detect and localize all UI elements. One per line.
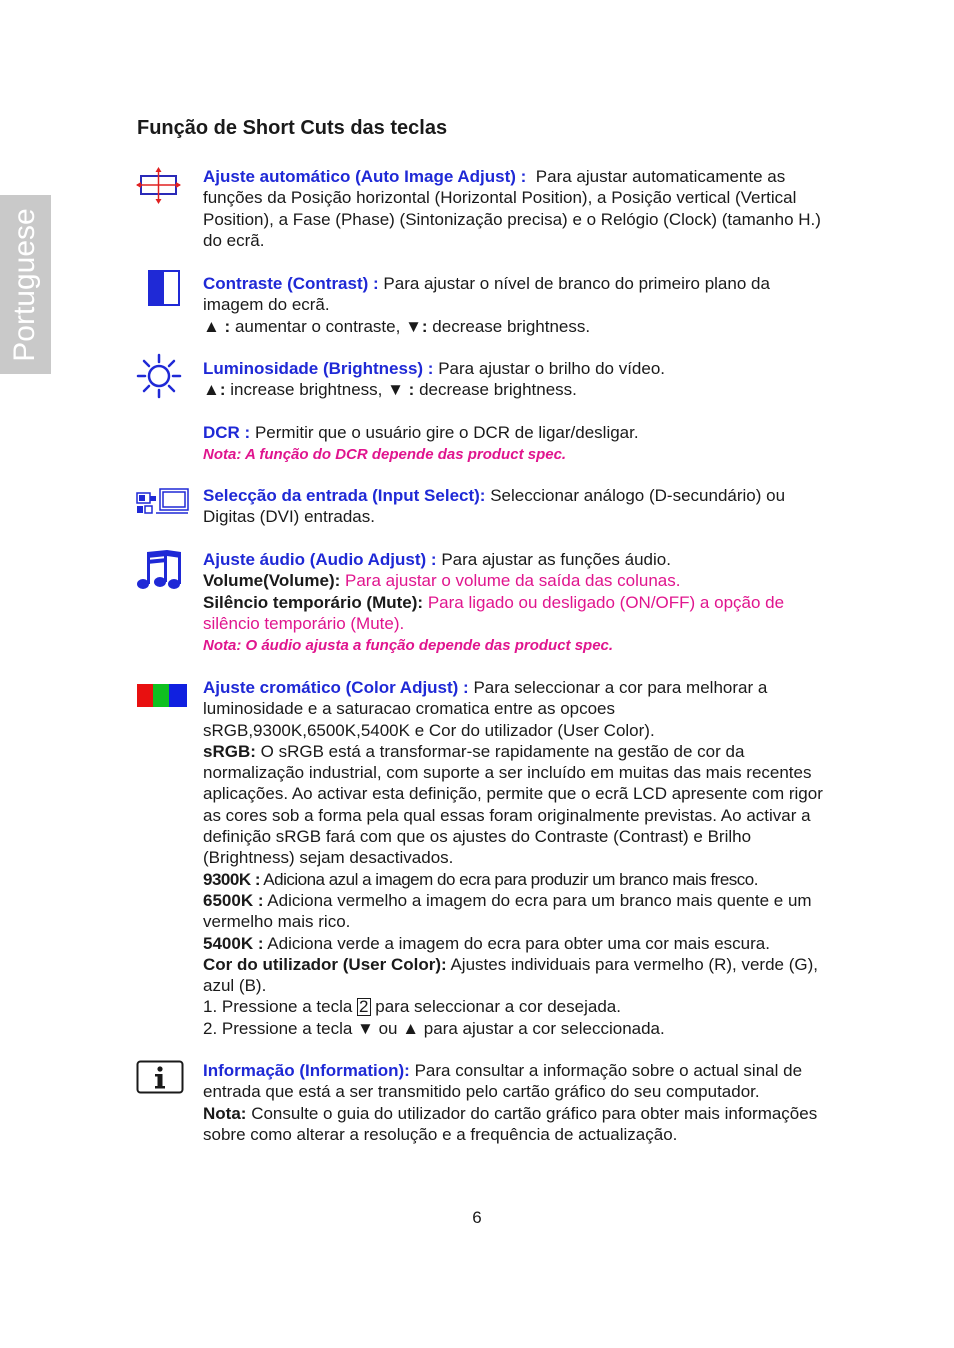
brightness-text: Para ajustar o brilho do vídeo. bbox=[438, 359, 666, 378]
key-2-box: 2 bbox=[359, 997, 369, 1017]
brightness-section bbox=[203, 358, 823, 401]
dcr-title: DCR : bbox=[203, 423, 251, 442]
contrast-section bbox=[203, 273, 823, 337]
page-number: 6 bbox=[472, 1208, 482, 1227]
audio-note: Nota: O áudio ajusta a função depende das product spec. bbox=[203, 637, 614, 655]
user-color-label: Cor do utilizador (User Color): bbox=[203, 954, 447, 974]
dcr-text: Permitir que o usuário gire o DCR de ligar/desligar. bbox=[254, 423, 639, 442]
input-select-text: Seleccionar análogo (D-secundário) ou Digitas (DVI) entradas. bbox=[203, 486, 786, 527]
k6500-label: 6500K : bbox=[203, 890, 264, 910]
contrast-title: Contraste (Contrast) : bbox=[203, 274, 379, 293]
k6500-text: Adiciona vermelho a imagem do ecra para um branco mais quente e um vermelho mais rico. bbox=[203, 890, 812, 932]
k5400-text: Adiciona verde a imagem do ecra para obter uma cor mais escura. bbox=[267, 933, 770, 953]
step2-text: 2. Pressione a tecla ▼ ou ▲ para ajustar a cor seleccionada. bbox=[203, 1018, 665, 1038]
side-language-tab bbox=[0, 195, 51, 374]
dcr-note: Nota: A função do DCR depende das product spec. bbox=[203, 446, 567, 464]
info-icon bbox=[136, 1060, 184, 1094]
information-note-text: Consulte o guia do utilizador do cartão gráfico para obter mais informações sobre como alterar a resolução e a frequência de actualização. bbox=[203, 1103, 818, 1144]
dcr-section bbox=[203, 422, 823, 466]
srgb-label: sRGB: bbox=[203, 741, 256, 761]
contrast-up-text: aumentar o contraste, bbox=[234, 316, 401, 336]
auto-adjust-text: Para ajustar automaticamente as funções da Posição horizontal (Horizontal Position), a Posição vertical (Vertical Position), a Fase (Phase) (Sintonização precisa) e o Relógio (Clock) (tamanho H.) do ecrã. bbox=[203, 167, 821, 250]
k9300-label: 9300K : bbox=[203, 869, 260, 889]
audio-section bbox=[203, 549, 823, 656]
information-note-label: Nota: bbox=[203, 1103, 247, 1123]
step1-text-a: 1. Pressione a tecla bbox=[203, 997, 353, 1017]
music-notes-icon bbox=[136, 548, 184, 592]
auto-adjust-icon bbox=[136, 167, 182, 205]
information-title: Informação (Information): bbox=[203, 1061, 410, 1080]
step1-text-b: para seleccionar a cor desejada. bbox=[375, 997, 621, 1017]
input-select-icon bbox=[136, 487, 190, 517]
input-select-title: Selecção da entrada (Input Select): bbox=[203, 486, 486, 505]
information-text: Para consultar a informação sobre o actual sinal de entrada que está a ser transmitido pelo cartão gráfico do seu computador. bbox=[203, 1061, 803, 1102]
contrast-down-symbol: ▼: bbox=[405, 316, 428, 336]
brightness-title: Luminosidade (Brightness) : bbox=[203, 359, 434, 378]
brightness-up-symbol: ▲: bbox=[203, 380, 226, 400]
brightness-down-text: decrease brightness. bbox=[419, 380, 577, 400]
k9300-text: Adiciona azul a imagem do ecra para produzir um branco mais fresco. bbox=[263, 869, 758, 889]
brightness-up-text: increase brightness, bbox=[230, 380, 383, 400]
audio-title: Ajuste áudio (Audio Adjust) : bbox=[203, 550, 437, 569]
page-heading: Função de Short Cuts das teclas bbox=[137, 117, 448, 139]
contrast-down-text: decrease brightness. bbox=[432, 316, 591, 336]
auto-adjust-section bbox=[203, 166, 823, 251]
brightness-down-symbol: ▼ : bbox=[387, 380, 415, 400]
mute-text: Para ligado ou desligado (ON/OFF) a opção de silêncio temporário (Mute). bbox=[203, 592, 785, 633]
auto-adjust-title: Ajuste automático (Auto Image Adjust) : bbox=[203, 167, 527, 186]
k5400-label: 5400K : bbox=[203, 933, 264, 953]
color-adjust-title: Ajuste cromático (Color Adjust) : bbox=[203, 678, 469, 697]
color-adjust-text: Para seleccionar a cor para melhorar a luminosidade e a saturacao cromatica entre as opcoes sRGB,9300K,6500K,5400K e Cor do utilizador (User Color). bbox=[203, 678, 768, 740]
rgb-color-icon bbox=[137, 684, 187, 707]
side-language-label: Portuguese bbox=[8, 208, 41, 362]
audio-text: Para ajustar as funções áudio. bbox=[441, 550, 671, 569]
contrast-up-symbol: ▲ : bbox=[203, 316, 231, 336]
srgb-text: O sRGB está a transformar-se rapidamente na gestão de cor da normalização industrial, com suporte a ser incluído em muitas das mais recentes aplicações. Ao activar esta definição, permite que o ecrã LCD apresente com rigor as cores sob a forma pela qual essas foram originalmente previstas. Ao activar a definição sRGB fará com que os ajustes do Contraste (Contrast) e Brilho (Brightness) sejam desactivados. bbox=[203, 741, 823, 868]
brightness-sun-icon bbox=[136, 353, 182, 399]
user-color-text: Ajustes individuais para vermelho (R), verde (G), azul (B). bbox=[203, 954, 818, 996]
contrast-text: Para ajustar o nível de branco do primeiro plano da imagem do ecrã. bbox=[203, 274, 770, 315]
color-adjust-section bbox=[203, 677, 823, 1039]
input-select-section bbox=[203, 485, 823, 528]
volume-label: Volume(Volume): bbox=[203, 571, 341, 591]
volume-text: Para ajustar o volume da saída das colunas. bbox=[345, 571, 681, 591]
information-section bbox=[203, 1060, 823, 1145]
contrast-icon bbox=[148, 270, 180, 306]
mute-label: Silêncio temporário (Mute): bbox=[203, 592, 424, 612]
